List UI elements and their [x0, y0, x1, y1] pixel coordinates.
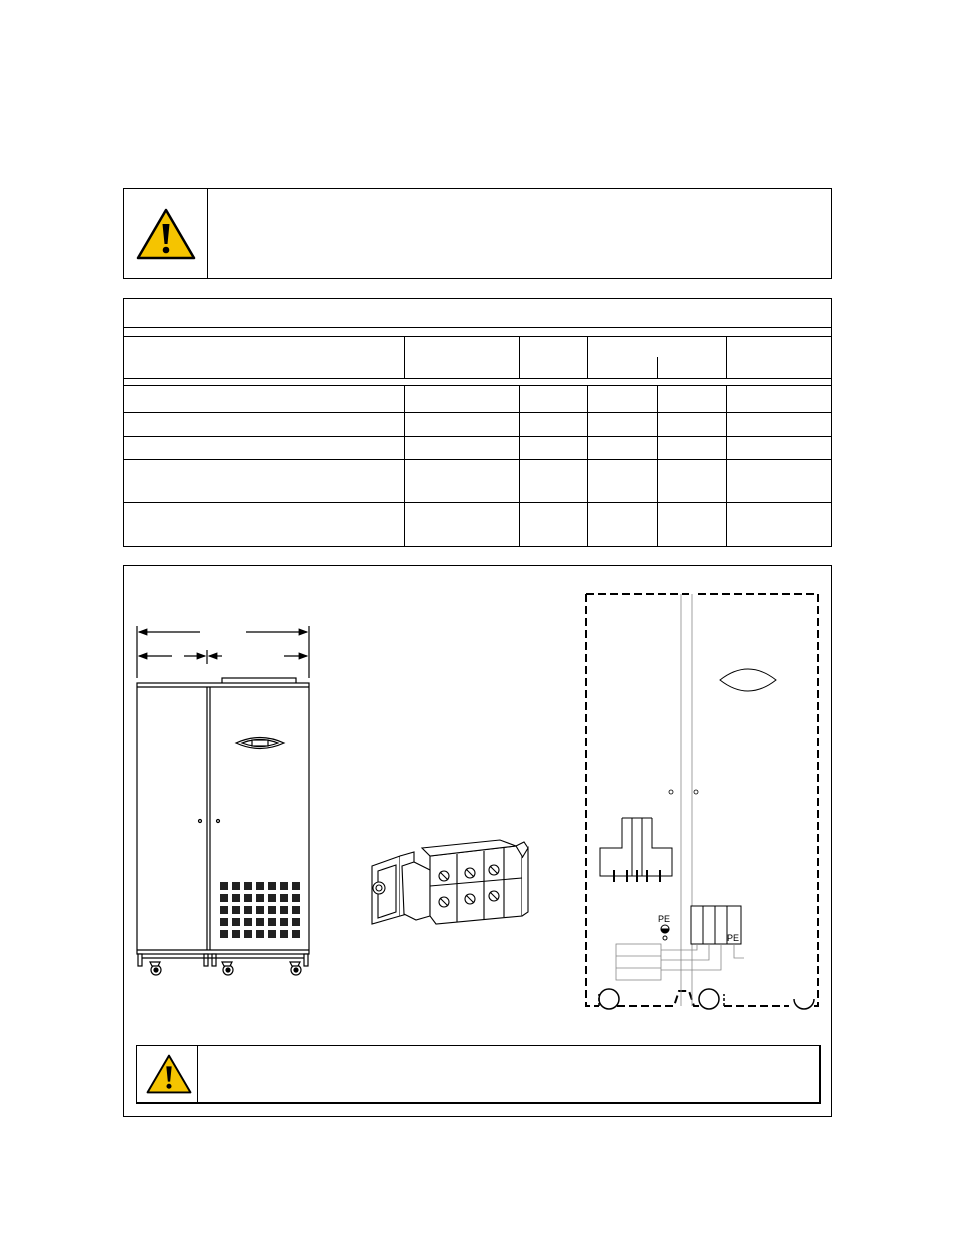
warning-triangle-icon — [146, 1054, 192, 1094]
installation-figure — [123, 565, 832, 1117]
pe-ground-symbol — [661, 925, 669, 933]
input-cable-routing — [616, 944, 744, 980]
installation-drawing — [124, 566, 831, 1041]
warning-icon-cell — [124, 189, 208, 278]
cabinet-casters — [138, 954, 308, 975]
bottom-warning-box — [136, 1045, 821, 1104]
cabinet-internal-view — [586, 594, 818, 1009]
pe-label: PE — [658, 914, 671, 924]
warning-icon-cell — [137, 1046, 198, 1102]
terminal-block-drawing — [372, 840, 528, 924]
top-warning-box — [123, 188, 832, 279]
spec-table — [123, 298, 832, 547]
warning-triangle-icon — [136, 208, 196, 260]
dimension-lines — [137, 626, 309, 678]
pe-terminal-label: PE — [727, 933, 740, 943]
